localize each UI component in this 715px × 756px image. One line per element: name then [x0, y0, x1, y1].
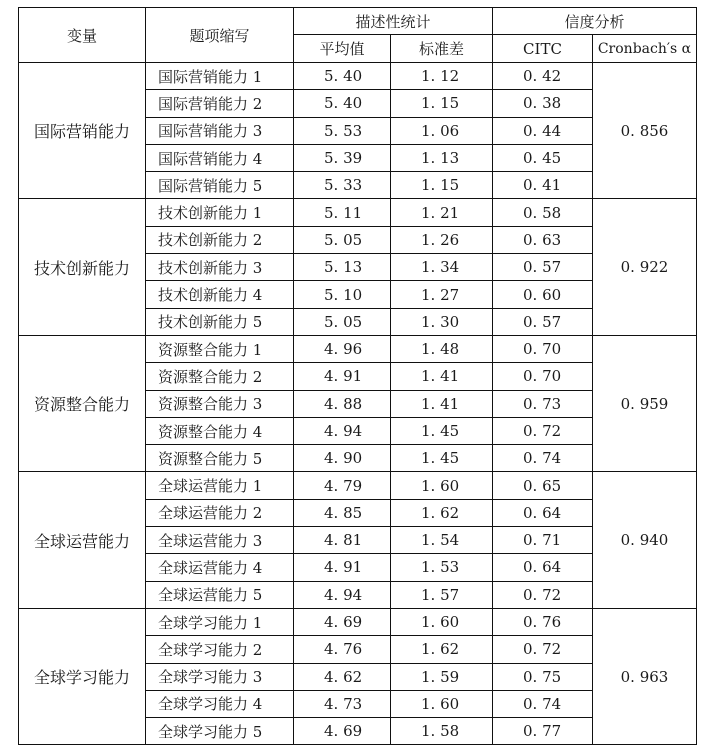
mean-cell: 5. 11 — [294, 199, 391, 226]
sd-cell: 1. 57 — [391, 581, 493, 608]
citc-cell: 0. 76 — [493, 608, 593, 635]
item-abbr-cell: 全球运营能力 4 — [146, 554, 294, 581]
sd-cell: 1. 48 — [391, 335, 493, 362]
sd-cell: 1. 41 — [391, 390, 493, 417]
mean-cell: 4. 96 — [294, 335, 391, 362]
mean-cell: 5. 53 — [294, 117, 391, 144]
item-abbr-cell: 技术创新能力 5 — [146, 308, 294, 335]
header-reliability: 信度分析 — [493, 8, 697, 35]
sd-cell: 1. 60 — [391, 608, 493, 635]
mean-cell: 4. 73 — [294, 690, 391, 717]
citc-cell: 0. 74 — [493, 445, 593, 472]
table-row — [19, 335, 697, 362]
sd-cell: 1. 21 — [391, 199, 493, 226]
sd-cell: 1. 62 — [391, 636, 493, 663]
mean-cell: 5. 40 — [294, 90, 391, 117]
citc-cell: 0. 70 — [493, 363, 593, 390]
mean-cell: 4. 81 — [294, 527, 391, 554]
mean-cell: 4. 85 — [294, 499, 391, 526]
header-mean: 平均值 — [294, 35, 391, 63]
sd-cell: 1. 60 — [391, 472, 493, 499]
cronbach-alpha-cell: 0. 922 — [593, 199, 697, 335]
item-abbr-cell: 资源整合能力 1 — [146, 335, 294, 362]
mean-cell: 5. 33 — [294, 172, 391, 199]
item-abbr-cell: 国际营销能力 5 — [146, 172, 294, 199]
citc-cell: 0. 72 — [493, 417, 593, 444]
sd-cell: 1. 13 — [391, 144, 493, 171]
table-body — [19, 63, 697, 745]
citc-cell: 0. 41 — [493, 172, 593, 199]
variable-name: 国际营销能力 — [19, 63, 146, 199]
sd-cell: 1. 53 — [391, 554, 493, 581]
item-abbr-cell: 技术创新能力 3 — [146, 254, 294, 281]
mean-cell: 5. 10 — [294, 281, 391, 308]
item-abbr-cell: 国际营销能力 3 — [146, 117, 294, 144]
sd-cell: 1. 45 — [391, 445, 493, 472]
item-abbr-cell: 全球运营能力 2 — [146, 499, 294, 526]
mean-cell: 4. 91 — [294, 554, 391, 581]
item-abbr-cell: 资源整合能力 3 — [146, 390, 294, 417]
item-abbr-cell: 技术创新能力 4 — [146, 281, 294, 308]
table-row — [19, 608, 697, 635]
header-sd: 标准差 — [391, 35, 493, 63]
item-abbr-cell: 国际营销能力 1 — [146, 63, 294, 90]
citc-cell: 0. 64 — [493, 499, 593, 526]
item-abbr-cell: 技术创新能力 1 — [146, 199, 294, 226]
mean-cell: 5. 40 — [294, 63, 391, 90]
citc-cell: 0. 73 — [493, 390, 593, 417]
mean-cell: 4. 62 — [294, 663, 391, 690]
mean-cell: 4. 79 — [294, 472, 391, 499]
citc-cell: 0. 60 — [493, 281, 593, 308]
cronbach-alpha-cell: 0. 963 — [593, 608, 697, 744]
item-abbr-cell: 资源整合能力 5 — [146, 445, 294, 472]
mean-cell: 4. 91 — [294, 363, 391, 390]
cronbach-alpha-cell: 0. 856 — [593, 63, 697, 199]
mean-cell: 5. 13 — [294, 254, 391, 281]
citc-cell: 0. 77 — [493, 718, 593, 745]
item-abbr-cell: 全球运营能力 5 — [146, 581, 294, 608]
citc-cell: 0. 58 — [493, 199, 593, 226]
citc-cell: 0. 63 — [493, 226, 593, 253]
citc-cell: 0. 64 — [493, 554, 593, 581]
item-abbr-cell: 资源整合能力 4 — [146, 417, 294, 444]
item-abbr-cell: 全球学习能力 3 — [146, 663, 294, 690]
sd-cell: 1. 15 — [391, 172, 493, 199]
variable-name: 全球学习能力 — [19, 608, 146, 744]
citc-cell: 0. 70 — [493, 335, 593, 362]
sd-cell: 1. 54 — [391, 527, 493, 554]
mean-cell: 4. 69 — [294, 608, 391, 635]
item-abbr-cell: 国际营销能力 2 — [146, 90, 294, 117]
citc-cell: 0. 74 — [493, 690, 593, 717]
sd-cell: 1. 34 — [391, 254, 493, 281]
mean-cell: 4. 76 — [294, 636, 391, 663]
item-abbr-cell: 全球学习能力 2 — [146, 636, 294, 663]
sd-cell: 1. 06 — [391, 117, 493, 144]
citc-cell: 0. 71 — [493, 527, 593, 554]
variable-name: 资源整合能力 — [19, 335, 146, 471]
mean-cell: 5. 05 — [294, 226, 391, 253]
mean-cell: 5. 05 — [294, 308, 391, 335]
table-row — [19, 63, 697, 90]
mean-cell: 4. 88 — [294, 390, 391, 417]
citc-cell: 0. 75 — [493, 663, 593, 690]
mean-cell: 4. 90 — [294, 445, 391, 472]
sd-cell: 1. 30 — [391, 308, 493, 335]
item-abbr-cell: 全球运营能力 3 — [146, 527, 294, 554]
citc-cell: 0. 38 — [493, 90, 593, 117]
sd-cell: 1. 58 — [391, 718, 493, 745]
item-abbr-cell: 资源整合能力 2 — [146, 363, 294, 390]
citc-cell: 0. 57 — [493, 308, 593, 335]
item-abbr-cell: 国际营销能力 4 — [146, 144, 294, 171]
item-abbr-cell: 全球学习能力 4 — [146, 690, 294, 717]
mean-cell: 4. 69 — [294, 718, 391, 745]
citc-cell: 0. 72 — [493, 636, 593, 663]
header-descriptive: 描述性统计 — [294, 8, 493, 35]
table-row — [19, 472, 697, 499]
citc-cell: 0. 57 — [493, 254, 593, 281]
mean-cell: 5. 39 — [294, 144, 391, 171]
cronbach-alpha-cell: 0. 959 — [593, 335, 697, 471]
variable-name: 技术创新能力 — [19, 199, 146, 335]
citc-cell: 0. 42 — [493, 63, 593, 90]
sd-cell: 1. 12 — [391, 63, 493, 90]
citc-cell: 0. 44 — [493, 117, 593, 144]
item-abbr-cell: 全球学习能力 1 — [146, 608, 294, 635]
header-item-abbr: 题项缩写 — [146, 8, 294, 63]
header-variable: 变量 — [19, 8, 146, 63]
sd-cell: 1. 60 — [391, 690, 493, 717]
citc-cell: 0. 45 — [493, 144, 593, 171]
sd-cell: 1. 45 — [391, 417, 493, 444]
sd-cell: 1. 59 — [391, 663, 493, 690]
item-abbr-cell: 技术创新能力 2 — [146, 226, 294, 253]
citc-cell: 0. 65 — [493, 472, 593, 499]
cronbach-alpha-cell: 0. 940 — [593, 472, 697, 608]
item-abbr-cell: 全球运营能力 1 — [146, 472, 294, 499]
mean-cell: 4. 94 — [294, 417, 391, 444]
sd-cell: 1. 15 — [391, 90, 493, 117]
variable-name: 全球运营能力 — [19, 472, 146, 608]
mean-cell: 4. 94 — [294, 581, 391, 608]
table-row — [19, 199, 697, 226]
citc-cell: 0. 72 — [493, 581, 593, 608]
sd-cell: 1. 41 — [391, 363, 493, 390]
header-alpha: Cronbach′s α — [593, 35, 697, 63]
sd-cell: 1. 26 — [391, 226, 493, 253]
reliability-table — [18, 7, 697, 745]
sd-cell: 1. 27 — [391, 281, 493, 308]
item-abbr-cell: 全球学习能力 5 — [146, 718, 294, 745]
sd-cell: 1. 62 — [391, 499, 493, 526]
header-citc: CITC — [493, 35, 593, 63]
